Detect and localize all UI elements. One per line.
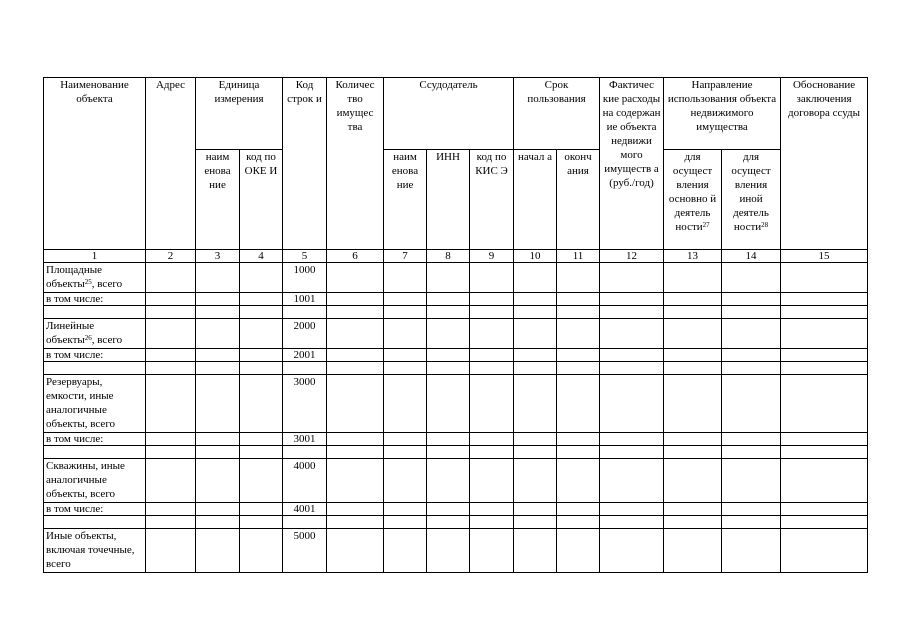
table-row xyxy=(44,362,868,375)
col-number: 15 xyxy=(781,250,868,263)
row-code: 5000 xyxy=(283,529,327,573)
input-cell[interactable] xyxy=(722,446,781,459)
header-row-code: Код строк и xyxy=(283,78,327,250)
input-cell[interactable] xyxy=(196,529,240,573)
input-cell[interactable] xyxy=(327,306,384,319)
input-cell[interactable] xyxy=(240,349,283,362)
row-label xyxy=(44,319,146,349)
row-label: в том числе: xyxy=(44,293,146,306)
input-cell[interactable] xyxy=(240,446,283,459)
input-cell[interactable] xyxy=(600,362,664,375)
row-label-text: Площадные объекты xyxy=(46,264,103,290)
input-cell[interactable] xyxy=(514,293,557,306)
input-cell[interactable] xyxy=(196,349,240,362)
input-cell[interactable] xyxy=(514,306,557,319)
input-cell[interactable] xyxy=(664,459,722,503)
input-cell[interactable] xyxy=(557,433,600,446)
table-row xyxy=(44,446,868,459)
input-cell[interactable] xyxy=(240,529,283,573)
row-code: 2000 xyxy=(283,319,327,349)
input-cell[interactable] xyxy=(557,349,600,362)
input-cell[interactable] xyxy=(427,459,470,503)
input-cell[interactable] xyxy=(196,293,240,306)
input-cell[interactable] xyxy=(196,263,240,293)
col-number: 8 xyxy=(427,250,470,263)
header-term: Срок пользования xyxy=(514,78,600,150)
input-cell[interactable] xyxy=(514,362,557,375)
input-cell[interactable] xyxy=(146,349,196,362)
input-cell[interactable] xyxy=(722,459,781,503)
header-name: Наименование объекта xyxy=(44,78,146,250)
input-cell[interactable] xyxy=(664,529,722,573)
input-cell[interactable] xyxy=(196,362,240,375)
input-cell[interactable] xyxy=(781,362,868,375)
input-cell[interactable] xyxy=(240,375,283,433)
header-dir-other xyxy=(722,150,781,250)
input-cell[interactable] xyxy=(240,306,283,319)
input-cell[interactable] xyxy=(470,293,514,306)
input-cell[interactable] xyxy=(514,529,557,573)
col-number: 3 xyxy=(196,250,240,263)
input-cell[interactable] xyxy=(600,459,664,503)
col-number: 5 xyxy=(283,250,327,263)
input-cell[interactable] xyxy=(781,319,868,349)
col-number: 11 xyxy=(557,250,600,263)
input-cell[interactable] xyxy=(196,446,240,459)
input-cell[interactable] xyxy=(600,433,664,446)
col-number: 6 xyxy=(327,250,384,263)
input-cell[interactable] xyxy=(44,306,146,319)
footnote-25: 25 xyxy=(84,278,92,286)
input-cell[interactable] xyxy=(470,529,514,573)
input-cell[interactable] xyxy=(514,503,557,516)
input-cell[interactable] xyxy=(384,459,427,503)
header-basis: Обоснование заключения договора ссуды xyxy=(781,78,868,250)
input-cell[interactable] xyxy=(384,503,427,516)
input-cell[interactable] xyxy=(384,516,427,529)
input-cell[interactable] xyxy=(283,516,327,529)
input-cell[interactable] xyxy=(427,263,470,293)
input-cell[interactable] xyxy=(427,293,470,306)
row-code: 4000 xyxy=(283,459,327,503)
input-cell[interactable] xyxy=(196,375,240,433)
input-cell[interactable] xyxy=(44,516,146,529)
input-cell[interactable] xyxy=(557,362,600,375)
input-cell[interactable] xyxy=(327,529,384,573)
input-cell[interactable] xyxy=(514,516,557,529)
input-cell[interactable] xyxy=(146,529,196,573)
input-cell[interactable] xyxy=(664,516,722,529)
input-cell[interactable] xyxy=(470,375,514,433)
footnote-28: 28 xyxy=(761,221,769,229)
input-cell[interactable] xyxy=(427,362,470,375)
input-cell[interactable] xyxy=(196,516,240,529)
row-label-suffix: , всего xyxy=(91,278,123,290)
input-cell[interactable] xyxy=(600,319,664,349)
input-cell[interactable] xyxy=(327,375,384,433)
input-cell[interactable] xyxy=(470,349,514,362)
input-cell[interactable] xyxy=(327,362,384,375)
input-cell[interactable] xyxy=(240,263,283,293)
header-term-start: начал а xyxy=(514,150,557,250)
input-cell[interactable] xyxy=(781,503,868,516)
col-number: 7 xyxy=(384,250,427,263)
input-cell[interactable] xyxy=(470,362,514,375)
input-cell[interactable] xyxy=(384,375,427,433)
input-cell[interactable] xyxy=(384,433,427,446)
input-cell[interactable] xyxy=(283,362,327,375)
col-number: 14 xyxy=(722,250,781,263)
input-cell[interactable] xyxy=(427,433,470,446)
input-cell[interactable] xyxy=(384,349,427,362)
input-cell[interactable] xyxy=(664,306,722,319)
input-cell[interactable] xyxy=(470,319,514,349)
input-cell[interactable] xyxy=(722,503,781,516)
input-cell[interactable] xyxy=(600,349,664,362)
input-cell[interactable] xyxy=(283,446,327,459)
table-row xyxy=(44,306,868,319)
input-cell[interactable] xyxy=(781,446,868,459)
input-cell[interactable] xyxy=(146,516,196,529)
input-cell[interactable] xyxy=(427,349,470,362)
header-lender: Ссудодатель xyxy=(384,78,514,150)
input-cell[interactable] xyxy=(240,516,283,529)
row-label: Скважины, иные аналогичные объекты, всего xyxy=(44,459,146,503)
input-cell[interactable] xyxy=(722,362,781,375)
input-cell[interactable] xyxy=(146,293,196,306)
input-cell[interactable] xyxy=(514,263,557,293)
input-cell[interactable] xyxy=(384,293,427,306)
input-cell[interactable] xyxy=(240,503,283,516)
input-cell[interactable] xyxy=(283,306,327,319)
input-cell[interactable] xyxy=(427,529,470,573)
input-cell[interactable] xyxy=(384,362,427,375)
input-cell[interactable] xyxy=(722,516,781,529)
input-cell[interactable] xyxy=(664,362,722,375)
input-cell[interactable] xyxy=(557,319,600,349)
input-cell[interactable] xyxy=(514,446,557,459)
input-cell[interactable] xyxy=(427,503,470,516)
input-cell[interactable] xyxy=(327,516,384,529)
input-cell[interactable] xyxy=(514,349,557,362)
input-cell[interactable] xyxy=(327,263,384,293)
row-label: в том числе: xyxy=(44,433,146,446)
row-label: Иные объекты, включая точечные, всего xyxy=(44,529,146,573)
header-dir-main xyxy=(664,150,722,250)
input-cell[interactable] xyxy=(557,375,600,433)
input-cell[interactable] xyxy=(470,263,514,293)
input-cell[interactable] xyxy=(781,375,868,433)
input-cell[interactable] xyxy=(557,263,600,293)
input-cell[interactable] xyxy=(557,503,600,516)
col-number: 4 xyxy=(240,250,283,263)
table-row xyxy=(44,503,868,516)
input-cell[interactable] xyxy=(427,319,470,349)
input-cell[interactable] xyxy=(327,503,384,516)
input-cell[interactable] xyxy=(427,375,470,433)
input-cell[interactable] xyxy=(146,375,196,433)
input-cell[interactable] xyxy=(470,503,514,516)
row-label xyxy=(44,263,146,293)
table-row xyxy=(44,319,868,349)
input-cell[interactable] xyxy=(327,293,384,306)
input-cell[interactable] xyxy=(327,446,384,459)
header-dir-other-label: для осущест вления иной деятель ности xyxy=(731,151,771,233)
input-cell[interactable] xyxy=(470,446,514,459)
input-cell[interactable] xyxy=(470,306,514,319)
input-cell[interactable] xyxy=(600,293,664,306)
row-label: в том числе: xyxy=(44,349,146,362)
input-cell[interactable] xyxy=(557,459,600,503)
header-costs: Фактичес кие расходы на содержан ие объекта недвижи мого имуществ а (руб./год) xyxy=(600,78,664,250)
input-cell[interactable] xyxy=(600,529,664,573)
input-cell[interactable] xyxy=(327,459,384,503)
input-cell[interactable] xyxy=(196,433,240,446)
input-cell[interactable] xyxy=(146,362,196,375)
input-cell[interactable] xyxy=(557,446,600,459)
col-number: 13 xyxy=(664,250,722,263)
input-cell[interactable] xyxy=(781,459,868,503)
input-cell[interactable] xyxy=(196,319,240,349)
input-cell[interactable] xyxy=(664,293,722,306)
input-cell[interactable] xyxy=(146,503,196,516)
header-lender-inn: ИНН xyxy=(427,150,470,250)
col-number: 2 xyxy=(146,250,196,263)
input-cell[interactable] xyxy=(664,446,722,459)
input-cell[interactable] xyxy=(384,263,427,293)
input-cell[interactable] xyxy=(722,375,781,433)
input-cell[interactable] xyxy=(664,319,722,349)
row-code: 4001 xyxy=(283,503,327,516)
row-label: Резервуары, емкости, иные аналогичные объекты, всего xyxy=(44,375,146,433)
header-lender-kiso: код по КИС Э xyxy=(470,150,514,250)
input-cell[interactable] xyxy=(781,529,868,573)
input-cell[interactable] xyxy=(44,362,146,375)
col-number: 9 xyxy=(470,250,514,263)
input-cell[interactable] xyxy=(196,503,240,516)
input-cell[interactable] xyxy=(146,433,196,446)
header-lender-name: наим енова ние xyxy=(384,150,427,250)
input-cell[interactable] xyxy=(600,375,664,433)
input-cell[interactable] xyxy=(781,516,868,529)
input-cell[interactable] xyxy=(664,263,722,293)
input-cell[interactable] xyxy=(781,263,868,293)
input-cell[interactable] xyxy=(722,306,781,319)
input-cell[interactable] xyxy=(557,529,600,573)
header-quantity: Количес тво имущес тва xyxy=(327,78,384,250)
input-cell[interactable] xyxy=(600,446,664,459)
input-cell[interactable] xyxy=(600,263,664,293)
input-cell[interactable] xyxy=(427,306,470,319)
input-cell[interactable] xyxy=(781,349,868,362)
input-cell[interactable] xyxy=(600,516,664,529)
input-cell[interactable] xyxy=(146,459,196,503)
input-cell[interactable] xyxy=(664,503,722,516)
header-unit-name: наим енова ние xyxy=(196,150,240,250)
footnote-27: 27 xyxy=(702,221,710,229)
row-code: 2001 xyxy=(283,349,327,362)
table-row xyxy=(44,529,868,573)
table-row xyxy=(44,349,868,362)
input-cell[interactable] xyxy=(722,529,781,573)
header-address: Адрес xyxy=(146,78,196,250)
table-row xyxy=(44,433,868,446)
input-cell[interactable] xyxy=(470,516,514,529)
input-cell[interactable] xyxy=(240,459,283,503)
input-cell[interactable] xyxy=(664,375,722,433)
input-cell[interactable] xyxy=(384,319,427,349)
row-label-text: Линейные объекты xyxy=(46,320,95,346)
form-table xyxy=(43,77,868,573)
row-code: 1000 xyxy=(283,263,327,293)
col-number: 1 xyxy=(44,250,146,263)
row-label: в том числе: xyxy=(44,503,146,516)
input-cell[interactable] xyxy=(722,293,781,306)
header-term-end: оконч ания xyxy=(557,150,600,250)
input-cell[interactable] xyxy=(664,433,722,446)
input-cell[interactable] xyxy=(514,433,557,446)
input-cell[interactable] xyxy=(327,349,384,362)
input-cell[interactable] xyxy=(146,319,196,349)
input-cell[interactable] xyxy=(470,433,514,446)
table-row xyxy=(44,263,868,293)
input-cell[interactable] xyxy=(557,293,600,306)
input-cell[interactable] xyxy=(722,433,781,446)
input-cell[interactable] xyxy=(600,306,664,319)
input-cell[interactable] xyxy=(722,319,781,349)
col-number: 10 xyxy=(514,250,557,263)
input-cell[interactable] xyxy=(384,529,427,573)
input-cell[interactable] xyxy=(44,446,146,459)
input-cell[interactable] xyxy=(427,516,470,529)
table-row xyxy=(44,293,868,306)
input-cell[interactable] xyxy=(240,433,283,446)
header-dir-main-label: для осущест вления основно й деятель ности xyxy=(668,151,717,233)
input-cell[interactable] xyxy=(781,433,868,446)
row-code: 3000 xyxy=(283,375,327,433)
col-number: 12 xyxy=(600,250,664,263)
input-cell[interactable] xyxy=(240,319,283,349)
input-cell[interactable] xyxy=(781,293,868,306)
input-cell[interactable] xyxy=(196,459,240,503)
footnote-26: 26 xyxy=(84,334,92,342)
input-cell[interactable] xyxy=(146,263,196,293)
input-cell[interactable] xyxy=(427,446,470,459)
table-row xyxy=(44,459,868,503)
table-row xyxy=(44,516,868,529)
input-cell[interactable] xyxy=(600,503,664,516)
input-cell[interactable] xyxy=(557,306,600,319)
input-cell[interactable] xyxy=(664,349,722,362)
input-cell[interactable] xyxy=(240,293,283,306)
table-row xyxy=(44,375,868,433)
input-cell[interactable] xyxy=(470,459,514,503)
input-cell[interactable] xyxy=(327,319,384,349)
header-unit: Единица измерения xyxy=(196,78,283,150)
input-cell[interactable] xyxy=(384,446,427,459)
input-cell[interactable] xyxy=(327,433,384,446)
row-code: 3001 xyxy=(283,433,327,446)
input-cell[interactable] xyxy=(146,306,196,319)
column-number-row xyxy=(44,250,868,263)
input-cell[interactable] xyxy=(384,306,427,319)
input-cell[interactable] xyxy=(240,362,283,375)
input-cell[interactable] xyxy=(196,306,240,319)
input-cell[interactable] xyxy=(514,459,557,503)
row-code: 1001 xyxy=(283,293,327,306)
input-cell[interactable] xyxy=(722,349,781,362)
input-cell[interactable] xyxy=(514,375,557,433)
input-cell[interactable] xyxy=(722,263,781,293)
row-label-suffix: , всего xyxy=(91,334,123,346)
header-unit-okei: код по ОКЕ И xyxy=(240,150,283,250)
header-direction: Направление использования объекта недвижимого имущества xyxy=(664,78,781,150)
input-cell[interactable] xyxy=(781,306,868,319)
input-cell[interactable] xyxy=(514,319,557,349)
input-cell[interactable] xyxy=(557,516,600,529)
input-cell[interactable] xyxy=(146,446,196,459)
